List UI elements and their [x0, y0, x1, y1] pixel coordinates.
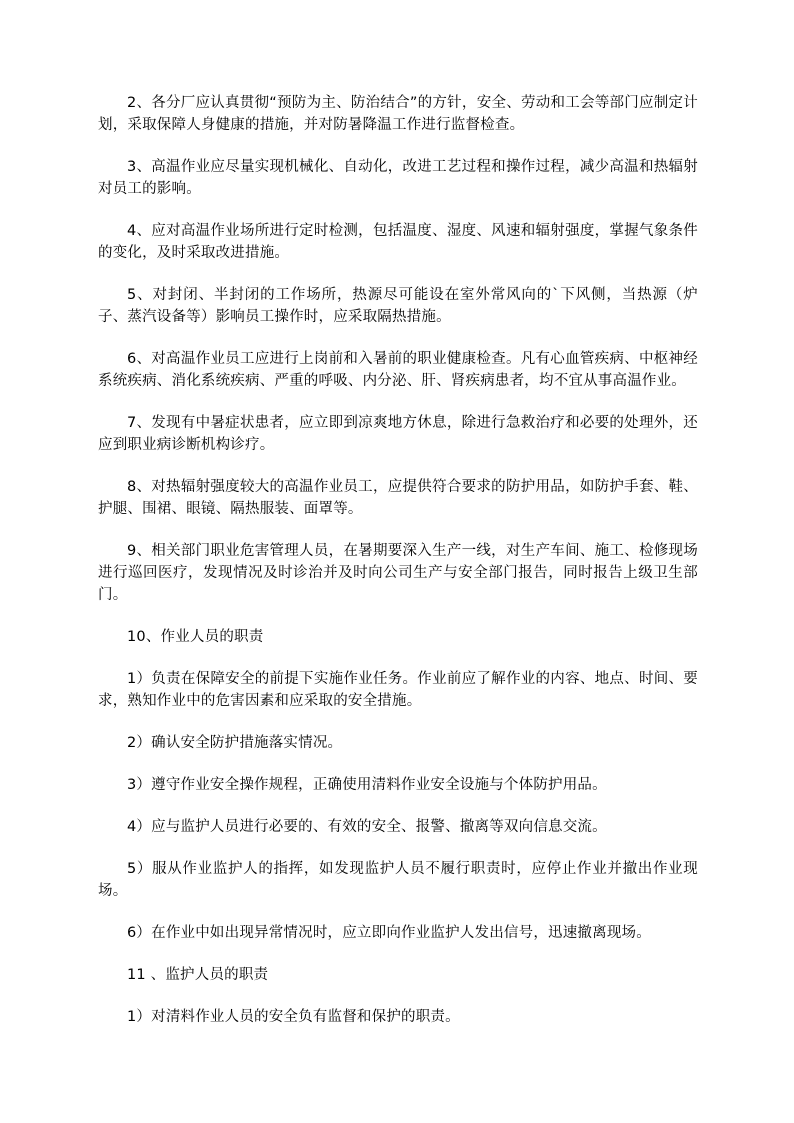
paragraph-item-5: 5、对封闭、半封闭的工作场所，热源尽可能设在室外常风向的`下风侧，当热源（炉子、蒸汽设备等）影响员工操作时，应采取隔热措施。 [98, 287, 698, 325]
paragraph-item-4: 4、应对高温作业场所进行定时检测，包括温度、湿度、风速和辐射强度，掌握气象条件的变化，及时采取改进措施。 [98, 223, 698, 261]
paragraph-item-3: 3、高温作业应尽量实现机械化、自动化，改进工艺过程和操作过程，减少高温和热辐射对员工的影响。 [98, 159, 698, 197]
worker-duty-item-1: 1）负责在保障安全的前提下实施作业任务。作业前应了解作业的内容、地点、时间、要求，熟知作业中的危害因素和应采取的安全措施。 [98, 671, 698, 709]
worker-duty-item-6: 6）在作业中如出现异常情况时，应立即向作业监护人发出信号，迅速撤离现场。 [127, 925, 651, 941]
paragraph-item-7: 7、发现有中暑症状患者，应立即到凉爽地方休息，除进行急救治疗和必要的处理外，还应到职业病诊断机构诊疗。 [98, 415, 698, 453]
paragraph-item-2: 2、各分厂应认真贯彻“预防为主、防治结合”的方针，安全、劳动和工会等部门应制定计划，采取保障人身健康的措施，并对防暑降温工作进行监督检查。 [98, 95, 698, 133]
worker-duty-item-5: 5）服从作业监护人的指挥，如发现监护人员不履行职责时，应停止作业并撤出作业现场。 [98, 861, 698, 899]
paragraph-item-8: 8、对热辐射强度较大的高温作业员工，应提供符合要求的防护用品，如防护手套、鞋、护腿、围裙、眼镜、隔热服装、面罩等。 [98, 479, 698, 517]
worker-duty-item-2: 2）确认安全防护措施落实情况。 [127, 735, 343, 751]
section-heading-worker-duties: 10、作业人员的职责 [127, 629, 264, 645]
monitor-duty-item-1: 1）对清料作业人员的安全负有监督和保护的职责。 [127, 1009, 460, 1025]
paragraph-item-9: 9、相关部门职业危害管理人员，在暑期要深入生产一线，对生产车间、施工、检修现场进行巡回医疗，发现情况及时诊治并及时向公司生产与安全部门报告，同时报告上级卫生部门。 [98, 543, 698, 603]
worker-duty-item-3: 3）遵守作业安全操作规程，正确使用清料作业安全设施与个体防护用品。 [127, 777, 607, 793]
paragraph-item-6: 6、对高温作业员工应进行上岗前和入暑前的职业健康检查。凡有心血管疾病、中枢神经系统疾病、消化系统疾病、严重的呼吸、内分泌、肝、肾疾病患者，均不宜从事高温作业。 [98, 351, 698, 389]
worker-duty-item-4: 4）应与监护人员进行必要的、有效的安全、报警、撤离等双向信息交流。 [127, 819, 607, 835]
section-heading-monitor-duties: 11 、监护人员的职责 [127, 967, 269, 983]
